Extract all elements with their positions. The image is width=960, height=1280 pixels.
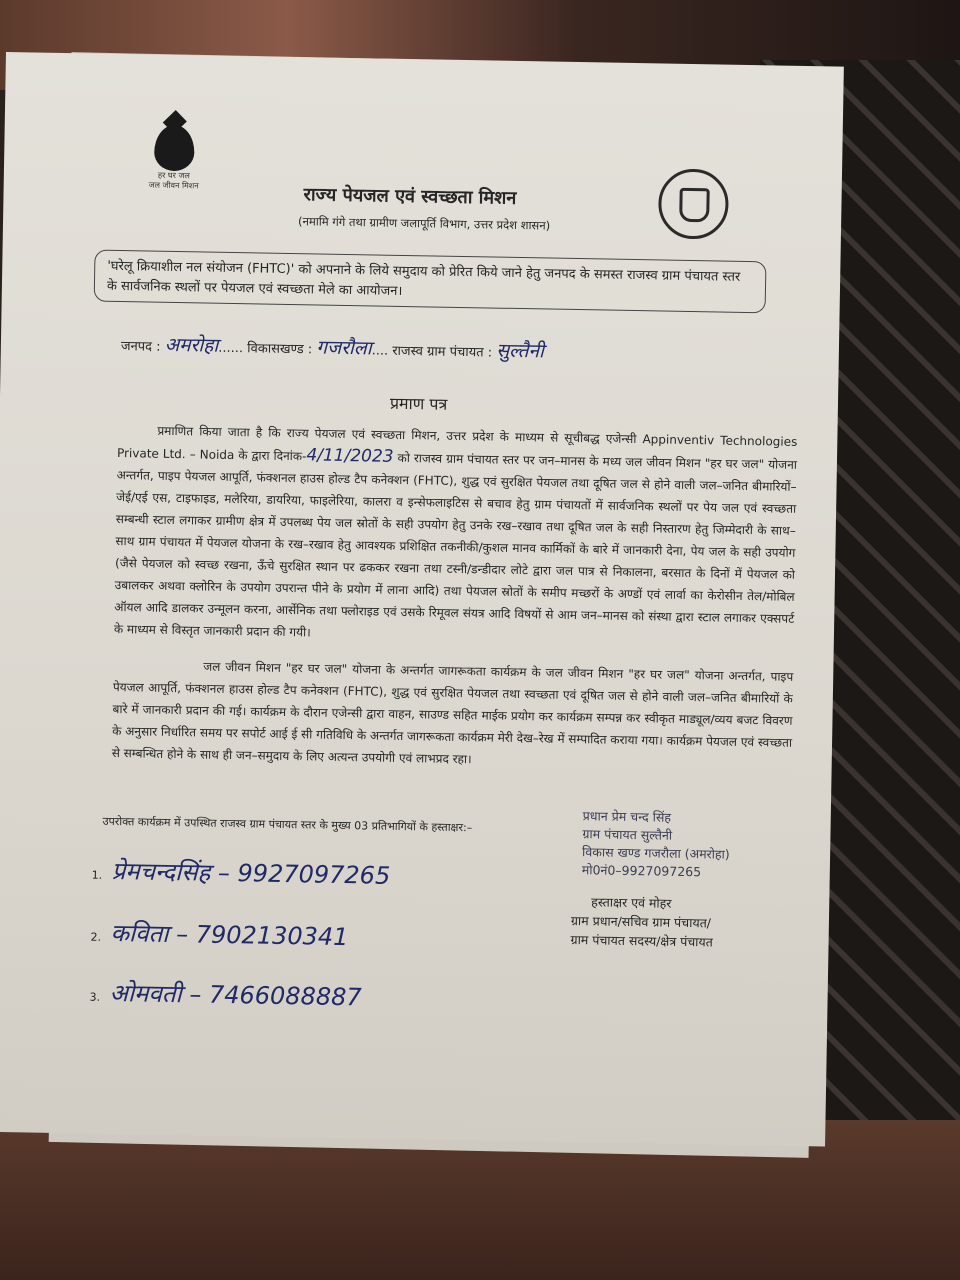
paragraph-1-rest: को राजस्व ग्राम पंचायत स्तर पर जन–मानस के मध्य जल जीवन मिशन "हर घर जल" योजना अन्तर्गत, पाइप पेयजल आपूर्ति, फंक्शनल हाउस होल्ड टैप कनेक्शन (FHTC), शुद्ध एवं सुरक्षित पेयजल तथा दूषित जल से होने वाली जल–जनित बीमारियों–जेई/एई एस, टाइफाइड, मलेरिया, डायरिया, फाइलेरिया, कालरा व इन्सेफलाइटिस से बचाव हेतु ग्राम पंचायतों में सार्वजनिक स्थलों पर पेय जल एवं स्वच्छता सम्बन्धी स्टाल लगाकर ग्रामीण क्षेत्र में उपलब्ध पेय जल स्रोतों के सही उपयोग हेतु उनके रख–रखाव तथा दूषित जल के सही निस्तारण हेतु जिम्मेदारी के साथ–साथ ग्राम पंचायत में पेयजल योजना के रख–रखाव हेतु आवश्यक प्रशिक्षित तकनीकी/कुशल मानव कार्मिकों के बारे में जानकारी देना, पेय जल के सही उपयोग (जैसे पेयजल को स्वच्छ रखना, ऊँचे सुरक्षित स्थान पर ढककर रखना तथा टस्नी/डन्डीदार लोटे द्वारा जल पात्र से निकालना, बरसात के दिनों में पेयजल को उबालकर अथवा क्लोरिन के उपयोग उपरान्त पीने के प्रयोग में लाना आदि) तथा पेयजल स्रोतों के समीप मच्छरों के अण्डों एवं लार्वा का केरोसीन तेल/मोबिल ऑयल आदि डालकर उन्मूलन करना, आर्सेनिक तथा फ्लोराइड एवं उसके रिमूवल संयत्र आदि विषयों से आम जन–मानस को संस्था द्वारा स्टाल लगाकर एक्सपर्ट के माध्यम से विस्तृत जानकारी प्रदान की गयी। [113,450,798,640]
event-banner: 'घरेलू क्रियाशील नल संयोजन (FHTC)' को अपनाने के लिये समुदाय को प्रेरित किये जाने हेतु जनपद के समस्त राजस्व ग्राम पंचायत स्तर के सार्वजनिक स्थलों पर पेयजल एवं स्वच्छता मेले का आयोजन। [94,250,767,314]
location-line: जनपद : अमरोहा...... विकासखण्ड : गजरौला.... राजस्व ग्राम पंचायत : सुल्तैनी [120,333,545,363]
participant-number: 2. [90,930,102,944]
certificate-document [0,52,844,1146]
participant-signature: ओमवती – 7466088887 [109,978,362,1012]
participant-number: 3. [89,990,101,1004]
block-label: विकासखण्ड : [247,341,313,358]
stamp-line-4: मो0नं0–9927097265 [581,862,702,880]
paragraph-1 [114,419,798,652]
participant-2 [90,916,348,953]
stamp-line-1: प्रधान प्रेम चन्द सिंह [582,808,672,825]
document-title: राज्य पेयजल एवं स्वच्छता मिशन [303,184,517,209]
participant-1 [91,854,390,892]
village-label: राजस्व ग्राम पंचायत : [392,343,493,361]
water-drop-icon [154,125,195,172]
paragraph-1-start: प्रमाणित किया जाता है कि राज्य पेयजल एवं स्वच्छता मिशन, उत्तर प्रदेश के माध्यम से सूचीबद्ध एजेन्सी Appinventiv Technologies Private Ltd. – Noida के द्वारा दिनांक- [116,423,798,464]
logo-text: हर घर जल [157,170,190,181]
pradhan-stamp [582,807,731,882]
roles-line-2: ग्राम प्रधान/सचिव ग्राम पंचायत/ [570,912,712,931]
logo-subtext: जल जीवन मिशन [148,180,199,191]
roles-line-1: हस्ताक्षर एवं मोहर [591,894,672,911]
participant-3 [89,976,362,1014]
district-label: जनपद : [120,339,161,355]
roles-line-3: ग्राम पंचायत सदस्य/क्षेत्र पंचायत [570,931,713,950]
village-value: सुल्तैनी [496,339,545,363]
block-value: गजरौला [316,336,372,360]
district-value: अमरोहा [164,333,219,357]
har-ghar-jal-logo [134,124,215,191]
stamp-line-2: ग्राम पंचायत सुल्तैनी [582,826,673,843]
participant-signature: प्रेमचन्दसिंह – 9927097265 [111,856,391,890]
signatory-roles [570,892,713,951]
participant-signature: कविता – 7902130341 [110,918,349,952]
participant-number: 1. [91,868,103,882]
event-date: 4/11/2023 [306,445,394,467]
up-government-seal-icon [658,168,729,239]
stamp-line-3: विकास खण्ड गजरौला (अमरोहा) [582,844,730,862]
participants-intro: उपरोक्त कार्यक्रम में उपस्थित राजस्व ग्राम पंचायत स्तर के मुख्य 03 प्रतिभागियों के हस्ताक्षर:– [102,814,473,835]
document-subtitle: (नमामि गंगे तथा ग्रामीण जलापूर्ति विभाग, उत्तर प्रदेश शासन) [297,214,551,233]
certificate-heading: प्रमाण पत्र [389,393,448,414]
paragraph-2: जल जीवन मिशन "हर घर जल" योजना के अन्तर्गत जागरूकता कार्यक्रम के जल जीवन मिशन "हर घर जल" योजना अन्तर्गत, पाइप पेयजल आपूर्ति, फंक्शनल हाउस होल्ड टैप कनेक्शन (FHTC), शुद्ध एवं सुरक्षित पेयजल तथा स्वच्छता एवं दूषित जल से होने वाली जल–जनित बीमारियों के बारे में जानकारी प्रदान की गई। कार्यक्रम के दौरान एजेन्सी द्वारा वाहन, साउण्ड सहित माईक प्रयोग कर कार्यक्रम सम्पन्न कर स्वीकृत माड्यूल/व्यय बजट विवरण के अनुसार निर्धारित समय पर सपोर्ट आई ई सी गतिविधि के अन्तर्गत जागरूकता कार्यक्रम मेरी देख–रेख में सम्पादित कराया गया। कार्यक्रम पेयजल एवं स्वच्छता से सम्बन्धित होने के साथ ही जन–समुदाय के लिए अत्यन्त उपयोगी एवं लाभप्रद रहा। [111,659,794,767]
